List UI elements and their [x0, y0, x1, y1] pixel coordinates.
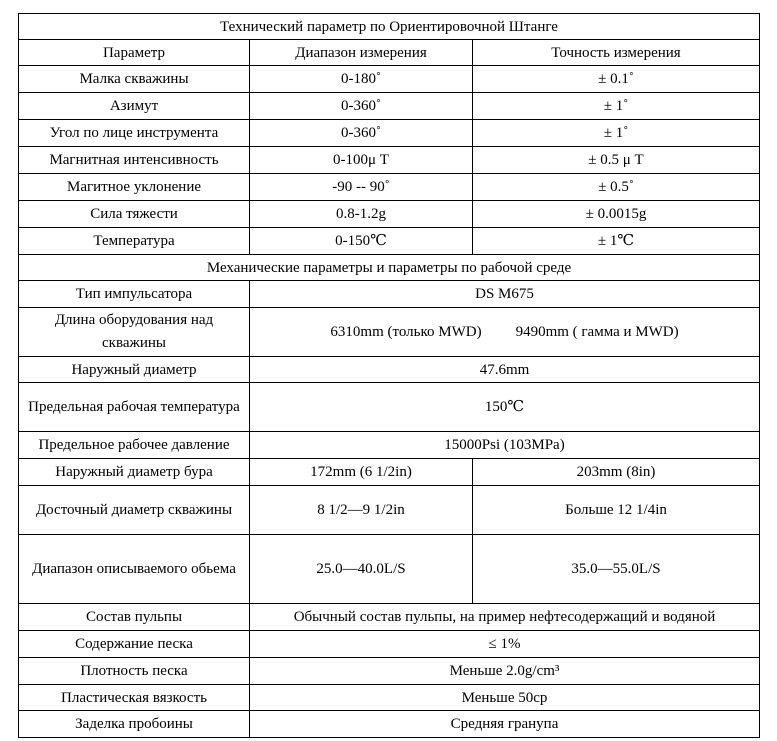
table-row [19, 604, 760, 631]
length-label: Длина оборудования над скважины [19, 308, 250, 357]
hole-value-2: Больше 12 1/4in [473, 486, 760, 535]
density-label: Плотность песка [19, 658, 250, 685]
row-accuracy: ± 1˚ [473, 120, 760, 147]
bit-value-1: 172mm (6 1/2in) [250, 459, 473, 486]
table-row [19, 357, 760, 383]
density-value: Меньше 2.0g/cm³ [250, 658, 760, 685]
length-value-mwd: 6310mm (только MWD) [330, 323, 482, 340]
table-row [19, 486, 760, 535]
row-accuracy: ± 0.5˚ [473, 174, 760, 201]
row-param: Температура [19, 228, 250, 255]
mud-label: Состав пульпы [19, 604, 250, 631]
row-param: Малка скважины [19, 66, 250, 93]
table-row [19, 383, 760, 432]
flow-label: Диапазон описываемого обьема [19, 535, 250, 604]
header-range: Диапазон измерения [250, 40, 473, 66]
table-row [19, 631, 760, 658]
table-title: Технический параметр по Ориентировочной Штанге [19, 14, 760, 40]
row-accuracy: ± 1˚ [473, 93, 760, 120]
pulser-value: DS M675 [250, 281, 760, 308]
row-range: 0-180˚ [250, 66, 473, 93]
viscosity-label: Пластическая вязкость [19, 685, 250, 711]
sand-label: Содержание песка [19, 631, 250, 658]
row-accuracy: ± 0.5 μ T [473, 147, 760, 174]
hole-value-1: 8 1/2—9 1/2in [250, 486, 473, 535]
pressure-label: Предельное рабочее давление [19, 432, 250, 459]
row-param: Сила тяжести [19, 201, 250, 228]
mud-value: Обычный состав пульпы, на пример нефтесодержащий и водяной [250, 604, 760, 631]
table-row [19, 685, 760, 711]
row-param: Азимут [19, 93, 250, 120]
table-row [19, 120, 760, 147]
bit-label: Наружный диаметр бура [19, 459, 250, 486]
row-range: -90 -- 90˚ [250, 174, 473, 201]
od-label: Наружный диаметр [19, 357, 250, 383]
od-value: 47.6mm [250, 357, 760, 383]
row-range: 0.8-1.2g [250, 201, 473, 228]
length-value-gamma: 9490mm ( гамма и MWD) [515, 323, 679, 340]
row-param: Угол по лице инструмента [19, 120, 250, 147]
bit-value-2: 203mm (8in) [473, 459, 760, 486]
table-row [19, 228, 760, 255]
row-range: 0-360˚ [250, 120, 473, 147]
flow-value-1: 25.0—40.0L/S [250, 535, 473, 604]
row-accuracy: ± 0.1˚ [473, 66, 760, 93]
header-row [19, 40, 760, 66]
table-row [19, 432, 760, 459]
flow-value-2: 35.0—55.0L/S [473, 535, 760, 604]
table-row [19, 201, 760, 228]
pulser-label: Тип импульсатора [19, 281, 250, 308]
header-param: Параметр [19, 40, 250, 66]
table-row [19, 658, 760, 685]
pressure-value: 15000Psi (103MPa) [250, 432, 760, 459]
length-value [250, 308, 760, 357]
row-param: Магнитная интенсивность [19, 147, 250, 174]
section-title: Механические параметры и параметры по рабочой среде [19, 255, 760, 281]
table-row [19, 459, 760, 486]
temp-label: Предельная рабочая температура [19, 383, 250, 432]
lcm-label: Заделка пробоины [19, 711, 250, 738]
header-accuracy: Точность измерения [473, 40, 760, 66]
hole-label: Досточный диаметр скважины [19, 486, 250, 535]
viscosity-value: Меньше 50cp [250, 685, 760, 711]
temp-value: 150℃ [250, 383, 760, 432]
row-accuracy: ± 1℃ [473, 228, 760, 255]
row-range: 0-360˚ [250, 93, 473, 120]
table-row [19, 93, 760, 120]
row-accuracy: ± 0.0015g [473, 201, 760, 228]
table-row [19, 281, 760, 308]
table-row [19, 711, 760, 738]
title-row [19, 14, 760, 40]
spec-table [18, 13, 760, 738]
table-row [19, 147, 760, 174]
section-title-row [19, 255, 760, 281]
row-range: 0-150℃ [250, 228, 473, 255]
table-row [19, 66, 760, 93]
row-param: Магитное уклонение [19, 174, 250, 201]
table-row [19, 174, 760, 201]
row-range: 0-100μ T [250, 147, 473, 174]
sand-value: ≤ 1% [250, 631, 760, 658]
table-row [19, 535, 760, 604]
lcm-value: Средняя гранупа [250, 711, 760, 738]
table-row [19, 308, 760, 357]
